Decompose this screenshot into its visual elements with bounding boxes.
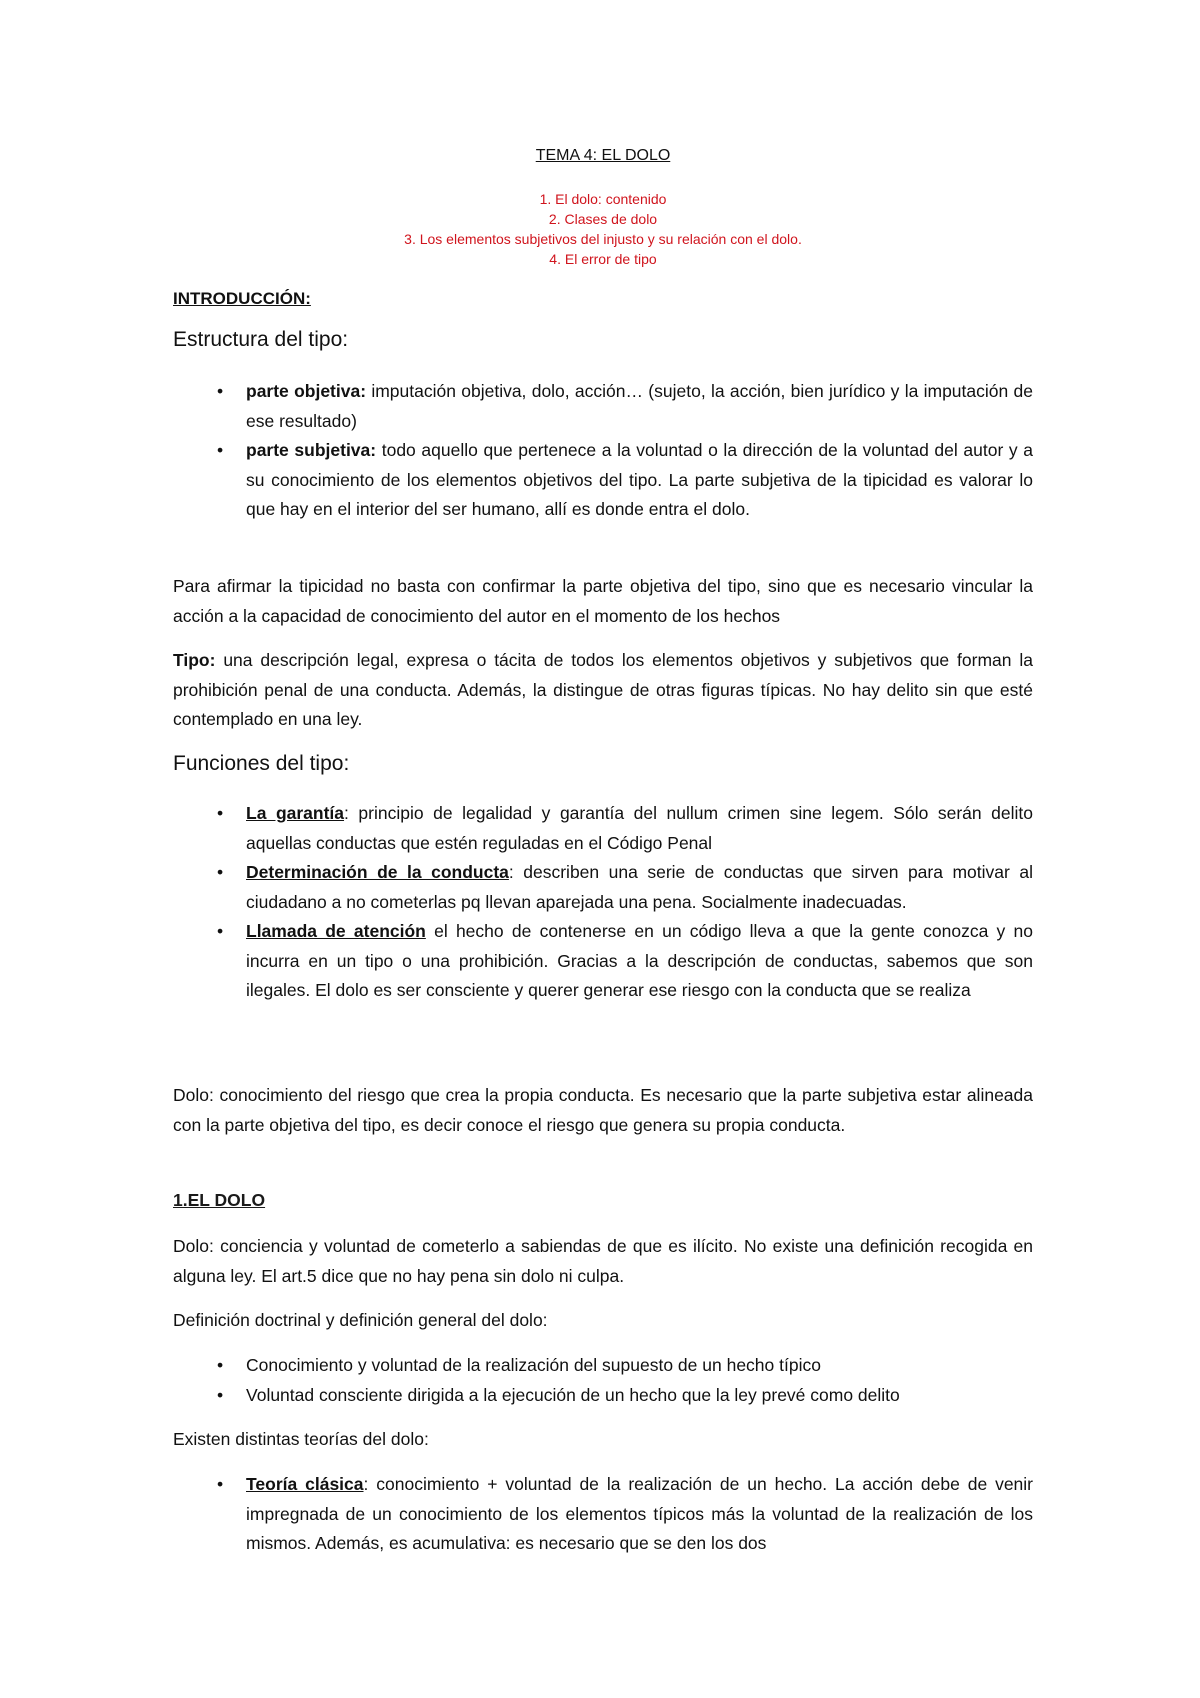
bullet-icon: •	[217, 803, 224, 823]
paragraph: Existen distintas teorías del dolo:	[173, 1429, 429, 1449]
list-item	[173, 377, 1033, 436]
list-item-text: todo aquello que pertenece a la voluntad o la dirección de la voluntad del autor y a su conocimiento de los elementos objetivos del tipo. La parte subjetiva de la tipicidad es valorar lo que hay en el interior del ser humano, allí es donde entra el dolo.	[246, 440, 1033, 519]
list-item-term: parte subjetiva:	[246, 440, 377, 460]
list-item-term: Llamada de atención	[246, 921, 426, 941]
list-item-text: : principio de legalidad y garantía del nullum crimen sine legem. Sólo serán delito aquellas conductas que estén reguladas en el Código Penal	[246, 803, 1033, 853]
paragraph: Dolo: conocimiento del riesgo que crea la propia conducta. Es necesario que la parte subjetiva estar alineada con la parte objetiva del tipo, es decir conoce el riesgo que genera su propia conducta.	[173, 1085, 1033, 1135]
toc-item: 1. El dolo: contenido	[539, 191, 667, 207]
paragraph: Dolo: conciencia y voluntad de cometerlo a sabiendas de que es ilícito. No existe una definición recogida en alguna ley. El art.5 dice que no hay pena sin dolo ni culpa.	[173, 1236, 1033, 1286]
paragraph-tipo	[173, 646, 1033, 735]
table-of-contents	[173, 189, 1033, 269]
list-item	[173, 799, 1033, 858]
bullet-icon: •	[217, 921, 224, 941]
list-item	[173, 917, 1033, 1006]
bullet-icon: •	[217, 440, 224, 460]
list-item-text: imputación objetiva, dolo, acción… (sujeto, la acción, bien jurídico y la imputación de ese resultado)	[246, 381, 1033, 431]
list-item	[173, 1351, 1033, 1381]
teorias-list	[173, 1470, 1033, 1559]
list-item-text: : describen una serie de conductas que sirven para motivar al ciudadano a no cometerlas pq llevan aparejada una pena. Socialmente inadecuadas.	[246, 862, 1033, 912]
list-item-text: Voluntad consciente dirigida a la ejecución de un hecho que la ley prevé como delito	[246, 1384, 900, 1405]
bullet-icon: •	[217, 862, 224, 882]
section-1-heading: 1.EL DOLO	[173, 1190, 266, 1210]
list-item	[173, 1470, 1033, 1559]
toc-item: 4. El error de tipo	[549, 251, 657, 267]
bullet-icon: •	[217, 1355, 224, 1375]
paragraph-term: Tipo:	[173, 650, 216, 670]
toc-item: 2. Clases de dolo	[548, 211, 658, 227]
bullet-icon: •	[217, 381, 224, 401]
intro-heading: INTRODUCCIÓN:	[173, 289, 311, 308]
list-item-text: el hecho de contenerse en un código lleva a que la gente conozca y no incurra en un tipo o una prohibición. Gracias a la descripción de conductas, sabemos que son ilegales. El dolo es ser consciente y querer generar ese riesgo con la conducta que se realiza	[246, 921, 1033, 1000]
list-item-term: parte objetiva:	[246, 381, 367, 401]
paragraph-text: una descripción legal, expresa o tácita de todos los elementos objetivos y subjetivos que forman la prohibición penal de una conducta. Además, la distingue de otras figuras típicas. No hay delito sin que esté contemplado en una ley.	[173, 650, 1033, 729]
funciones-heading: Funciones del tipo:	[173, 752, 350, 775]
list-item-term: La garantía	[246, 803, 345, 823]
estructura-heading: Estructura del tipo:	[173, 328, 349, 351]
list-item	[173, 858, 1033, 917]
list-item-term: Teoría clásica	[246, 1474, 364, 1494]
list-item	[173, 436, 1033, 525]
estructura-list	[173, 377, 1033, 525]
paragraph: Para afirmar la tipicidad no basta con confirmar la parte objetiva del tipo, sino que es necesario vincular la acción a la capacidad de conocimiento del autor en el momento de los hechos	[173, 576, 1033, 626]
list-item	[173, 1381, 1033, 1411]
bullet-icon: •	[217, 1384, 224, 1405]
definiciones-list	[173, 1351, 1033, 1410]
list-item-text: : conocimiento + voluntad de la realización de un hecho. La acción debe de venir impregnada de un conocimiento de los elementos típicos más la voluntad de la realización de los mismos. Además, es acumulativa: es necesario que se den los dos	[246, 1474, 1034, 1553]
list-item-text: Conocimiento y voluntad de la realización del supuesto de un hecho típico	[246, 1355, 821, 1375]
toc-item: 3. Los elementos subjetivos del injusto y su relación con el dolo.	[404, 231, 802, 247]
paragraph: Definición doctrinal y definición general del dolo:	[173, 1310, 548, 1330]
list-item-term: Determinación de la conducta	[246, 862, 509, 882]
document-title: TEMA 4: EL DOLO	[535, 147, 671, 164]
bullet-icon: •	[217, 1474, 224, 1494]
funciones-list	[173, 799, 1033, 1006]
